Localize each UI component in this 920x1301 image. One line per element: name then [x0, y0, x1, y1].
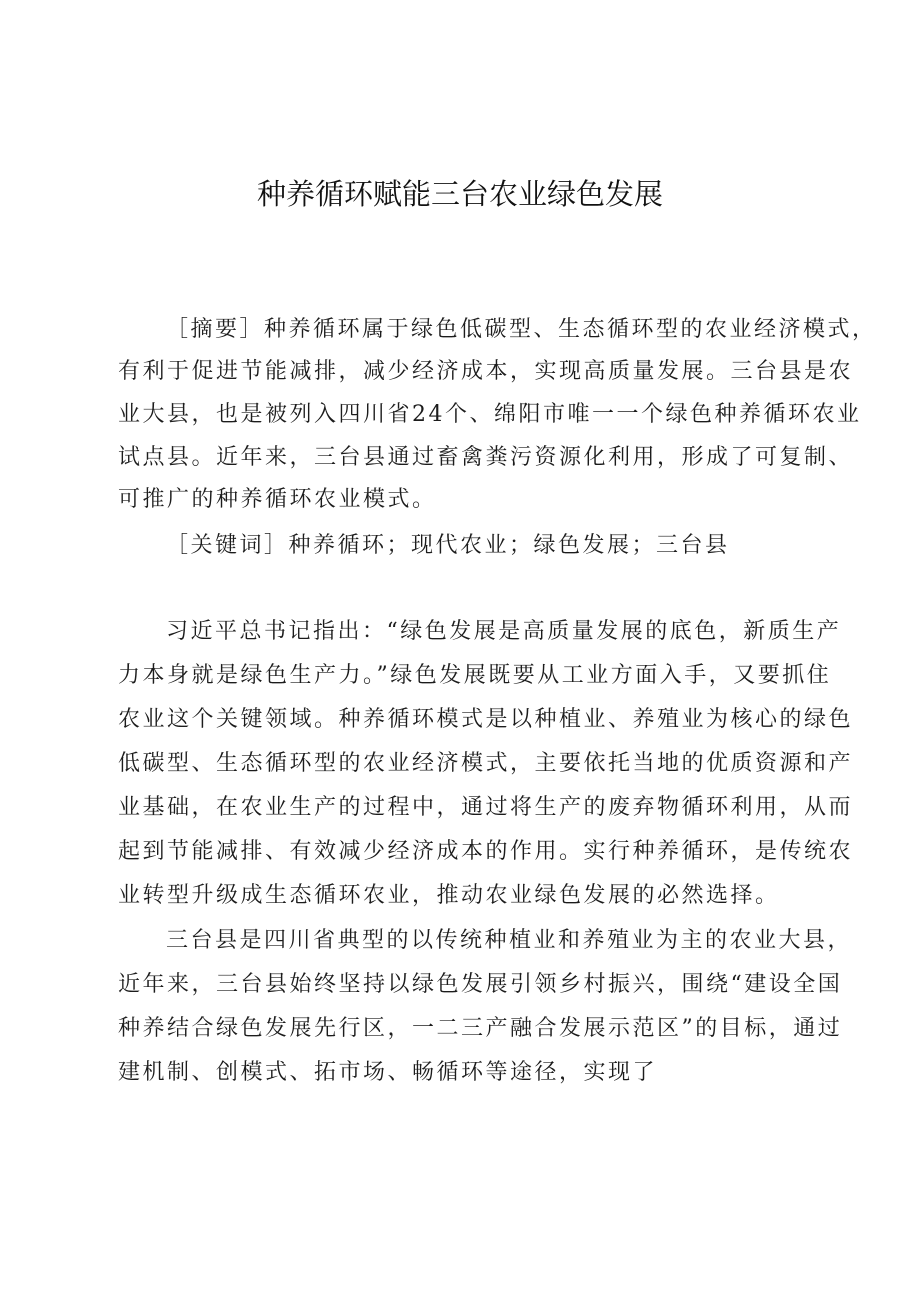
abstract-line: 可推广的种养循环农业模式。	[118, 487, 437, 512]
abstract-line: 有利于促进节能减排，减少经济成本，实现高质量发展。三台县是农	[118, 359, 854, 384]
paragraph-line: 农业这个关键领域。种养循环模式是以种植业、养殖业为核心的绿色	[118, 707, 854, 732]
keywords-line: ［关键词］种养循环；现代农业；绿色发展；三台县	[166, 533, 730, 558]
paragraph-line: 三台县是四川省典型的以传统种植业和养殖业为主的农业大县，	[166, 928, 853, 953]
paragraph-line: 起到节能减排、有效减少经济成本的作用。实行种养循环，是传统农	[118, 839, 854, 864]
paragraph-line: 习近平总书记指出：“绿色发展是高质量发展的底色，新质生产	[166, 619, 842, 644]
abstract-line: 业大县，也是被列入四川省24个、绵阳市唯一一个绿色种养循环农业	[118, 402, 862, 427]
paragraph-line: 力本身就是绿色生产力。”绿色发展既要从工业方面入手，又要抓住	[118, 663, 832, 688]
abstract-line: ［摘要］种养循环属于绿色低碳型、生态循环型的农业经济模式，	[166, 317, 877, 342]
abstract-line: 试点县。近年来，三台县通过畜禽粪污资源化利用，形成了可复制、	[118, 445, 854, 470]
paragraph-line: 近年来，三台县始终坚持以绿色发展引领乡村振兴，围绕“建设全国	[118, 972, 843, 997]
paragraph-line: 低碳型、生态循环型的农业经济模式，主要依托当地的优质资源和产	[118, 751, 854, 776]
paragraph-line: 建机制、创模式、拓市场、畅循环等途径，实现了	[118, 1060, 658, 1085]
paragraph-line: 业基础，在农业生产的过程中，通过将生产的废弃物循环利用，从而	[118, 795, 854, 820]
paragraph-line: 业转型升级成生态循环农业，推动农业绿色发展的必然选择。	[118, 883, 780, 908]
document-title: 种养循环赋能三台农业绿色发展	[256, 177, 663, 211]
paragraph-line: 种养结合绿色发展先行区，一二三产融合发展示范区”的目标，通过	[118, 1016, 843, 1041]
